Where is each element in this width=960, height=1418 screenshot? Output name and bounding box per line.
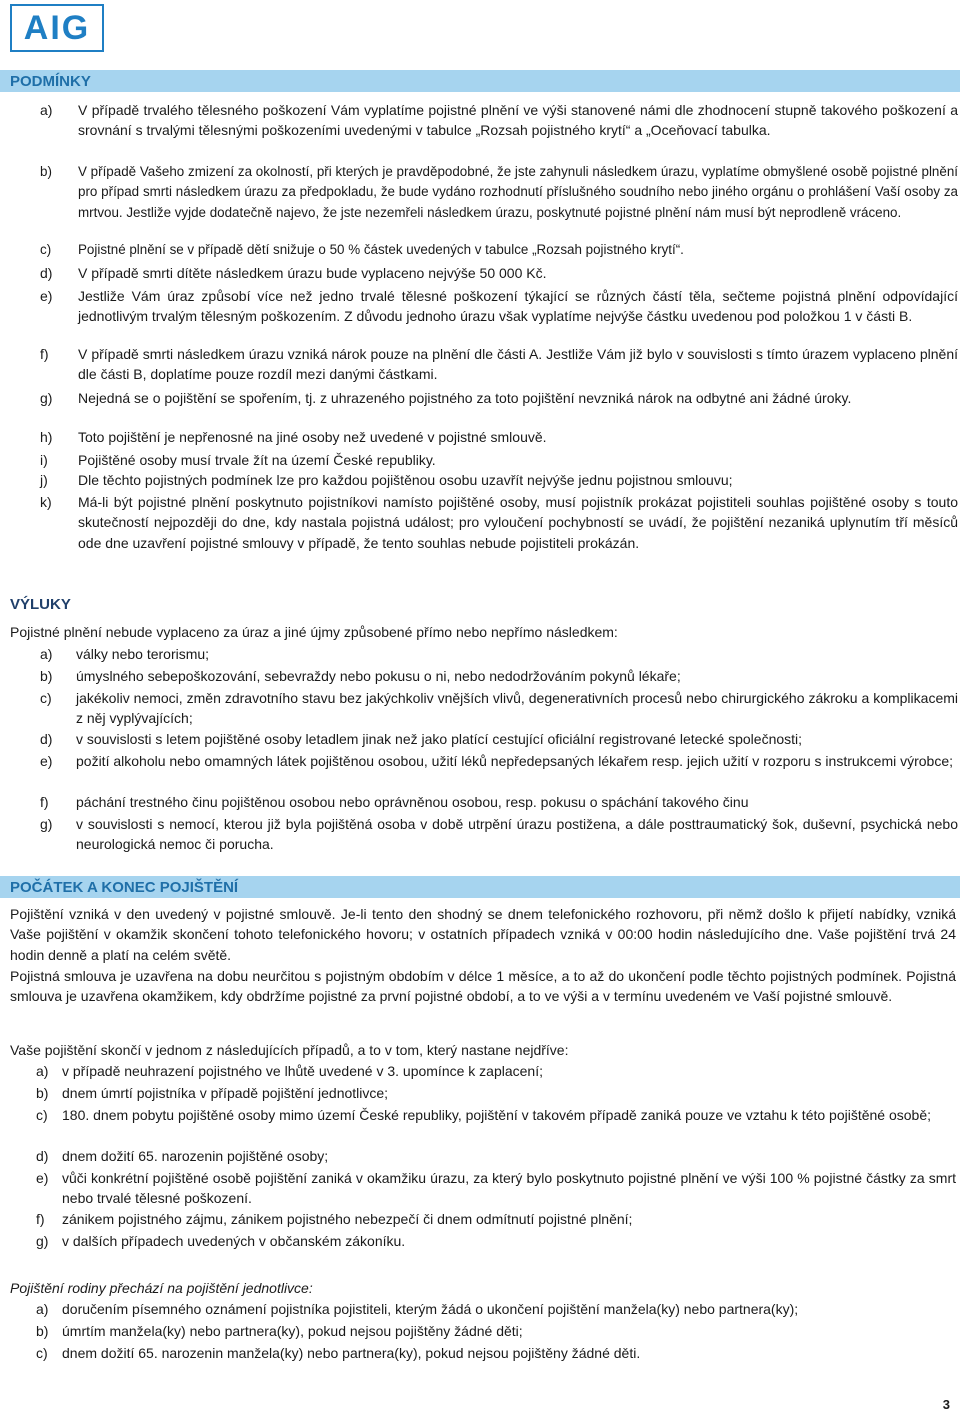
list-item [36, 1083, 956, 1103]
item-label: a) [40, 646, 53, 662]
item-text: války nebo terorismu; [76, 646, 210, 662]
list-item [40, 666, 958, 686]
item-text: dnem úmrtí pojistníka v případě pojištění jednotlivce; [62, 1085, 389, 1101]
list-item [40, 492, 958, 553]
item-label: c) [36, 1107, 48, 1123]
item-text: V případě trvalého tělesného poškození Vám vyplatíme pojistné plnění ve výši stanovené námi dle zhodnocení stupně takového poškození a srovnání s trvalými tělesnými poškozeními uvedenými v tabulce „Rozsah pojistného krytí“ a „Oceňovací tabulka. [78, 102, 958, 139]
item-text: Toto pojištění je nepřenosné na jiné osoby než uvedené v pojistné smlouvě. [78, 429, 547, 445]
list-item [40, 470, 958, 490]
item-text: 180. dnem pobytu pojištěné osoby mimo území České republiky, pojištění v takovém případě zaniká pouze ve vztahu k této pojištěné osobě; [62, 1107, 932, 1123]
item-label: c) [40, 242, 52, 257]
item-text: úmyslného sebepoškozování, sebevraždy nebo pokusu o ni, nebo nedodržováním pokynů lékaře; [76, 668, 681, 684]
item-label: i) [40, 452, 48, 468]
item-text: Má-li být pojistné plnění poskytnuto pojistníkovi namísto pojištěné osoby, musí pojistník prokázat pojistiteli souhlas pojištěné osoby s touto skutečností nejpozději do dne, kdy nastala pojistná událost; pro vyloučení pochybností se uvádí, že pojištění nezaniká uplynutím tří měsíců ode dne uzavření pojistné smlouvy v případě, že tento souhlas nebude pojistiteli prokázán. [78, 494, 958, 551]
konec-intro: Vaše pojištění skončí v jednom z následujících případů, a to v tom, který nastane nejdříve: [10, 1042, 569, 1058]
item-text: páchání trestného činu pojištěnou osobou nebo oprávněnou osobou, resp. pokusu o spáchání takového činu [76, 794, 749, 810]
list-item [40, 240, 958, 260]
list-item [40, 792, 958, 812]
list-item [36, 1105, 956, 1125]
list-item [40, 751, 958, 771]
item-label: g) [36, 1233, 49, 1249]
list-item [40, 388, 958, 408]
list-item [36, 1299, 956, 1319]
item-text: v souvislosti s nemocí, kterou již byla pojištěná osoba v době utrpění úrazu postižena, a dále posttraumatický šok, duševní, psychická nebo neurologická nemoc či porucha. [76, 816, 958, 853]
item-text: dnem dožití 65. narozenin manžela(ky) nebo partnera(ky), pokud nejsou pojištěny žádné děti. [62, 1345, 641, 1361]
list-item [36, 1231, 956, 1251]
item-label: f) [36, 1211, 45, 1227]
list-item [40, 100, 958, 141]
item-text: doručením písemného oznámení pojistníka pojistiteli, kterým žádá o ukončení pojištění manžela(ky) nebo partnera(ky); [62, 1301, 799, 1317]
list-item [40, 263, 958, 283]
section-heading-pocatek: POČÁTEK A KONEC POJIŠTĚNÍ [0, 876, 960, 898]
page-number: 3 [942, 1397, 950, 1412]
item-label: e) [36, 1170, 49, 1186]
list-item [36, 1168, 956, 1209]
item-text: Dle těchto pojistných podmínek lze pro každou pojištěnou osobu uzavřít nejvýše jednu pojistnou smlouvu; [78, 472, 733, 488]
section-heading-vyluky: VÝLUKY [10, 596, 71, 613]
item-text: V případě Vašeho zmizení za okolností, při kterých je pravděpodobné, že jste zahynuli následkem úrazu, vyplatíme obmyšlené osobě pojistné plnění pro případ smrti následkem úrazu za předpokladu, že bude vydáno rozhodnutí příslušného soudního nebo jiného orgánu o prohlášení Vaší osoby za mrtvou. Jestliže vyjde dodatečně najevo, že jste nezemřeli následkem úrazu, poskytnuté pojistné plnění nám musí být neprodleně vráceno. [78, 164, 958, 220]
item-text: požití alkoholu nebo omamných látek pojištěnou osobou, užití léků nepředepsaných lékařem resp. jejich užití v rozporu s instrukcemi výrobce; [76, 753, 954, 769]
item-label: g) [40, 390, 53, 406]
item-label: b) [40, 164, 52, 179]
pocatek-paragraph-1: Pojištění vzniká v den uvedený v pojistné smlouvě. Je-li tento den shodný se dnem telefonického rozhovoru, při němž došlo k přijetí nabídky, vzniká Vaše pojištění v okamžik skončení tohoto telefonického hovoru; v ostatních případech vzniká v 00:00 hodin následujícího dne. Vaše pojištění trvá 24 hodin denně a platí na celém světě. [10, 906, 956, 963]
list-item [36, 1209, 956, 1229]
vyluky-intro: Pojistné plnění nebude vyplaceno za úraz a jiné újmy způsobené přímo nebo nepřímo následkem: [10, 624, 618, 640]
item-label: c) [36, 1345, 48, 1361]
list-item [40, 450, 958, 470]
item-text: V případě smrti následkem úrazu vzniká nárok pouze na plnění dle části A. Jestliže Vám již bylo v souvislosti s tímto úrazem vyplaceno plnění dle části B, doplatíme pouze rozdíl mezi danými částkami. [78, 346, 958, 383]
list-item [36, 1321, 956, 1341]
item-text: v případě neuhrazení pojistného ve lhůtě uvedené v 3. upomínce k zaplacení; [62, 1063, 543, 1079]
item-text: vůči konkrétní pojištěné osobě pojištění zaniká v okamžiku úrazu, za který bylo poskytnuto pojistné plnění ve výši 100 % pojistné částky za smrt nebo trvalé tělesné poškození. [62, 1170, 956, 1207]
list-item [36, 1146, 956, 1166]
item-text: jakékoliv nemoci, změn zdravotního stavu bez jakýchkoliv vnějších vlivů, degenerativních procesů nebo chirurgického zákroku a komplikacemi z něj vyplývajících; [76, 690, 958, 727]
list-item [40, 344, 958, 385]
aig-logo [10, 4, 104, 52]
item-label: a) [36, 1063, 49, 1079]
item-text: zánikem pojistného zájmu, zánikem pojistného nebezpečí či dnem odmítnutí pojistné plnění; [62, 1211, 633, 1227]
item-label: f) [40, 346, 49, 362]
item-text: V případě smrti dítěte následkem úrazu bude vyplaceno nejvýše 50 000 Kč. [78, 265, 547, 281]
item-label: b) [40, 668, 53, 684]
item-label: e) [40, 753, 53, 769]
list-item [40, 688, 958, 729]
item-label: a) [40, 102, 53, 118]
list-item [40, 162, 958, 223]
item-label: d) [40, 731, 53, 747]
section-heading-podminky: PODMÍNKY [0, 70, 960, 92]
item-text: dnem dožití 65. narozenin pojištěné osoby; [62, 1148, 329, 1164]
item-label: d) [40, 265, 53, 281]
item-label: b) [36, 1085, 49, 1101]
list-item [36, 1061, 956, 1081]
list-item [40, 814, 958, 855]
item-text: Pojištěné osoby musí trvale žít na území České republiky. [78, 452, 436, 468]
item-label: e) [40, 288, 53, 304]
item-label: h) [40, 429, 53, 445]
list-item [40, 427, 958, 447]
item-label: g) [40, 816, 53, 832]
list-item [40, 286, 958, 327]
list-item [36, 1343, 956, 1363]
item-text: úmrtím manžela(ky) nebo partnera(ky), pokud nejsou pojištěny žádné děti; [62, 1323, 523, 1339]
list-item [40, 644, 958, 664]
item-label: d) [36, 1148, 49, 1164]
item-text: Pojistné plnění se v případě dětí snižuje o 50 % částek uvedených v tabulce „Rozsah pojistného krytí“. [78, 242, 684, 257]
pocatek-paragraph-2: Pojistná smlouva je uzavřena na dobu neurčitou s pojistným obdobím v délce 1 měsíce, a to až do ukončení podle těchto pojistných podmínek. Pojistná smlouva je uzavřena okamžikem, kdy obdržíme pojistné za první pojistné období, a to ve výši a v termínu uvedeném ve Vaší pojistné smlouvě. [10, 968, 956, 1005]
rodina-intro: Pojištění rodiny přechází na pojištění jednotlivce: [10, 1280, 313, 1296]
item-text: v dalších případech uvedených v občanském zákoníku. [62, 1233, 406, 1249]
item-label: k) [40, 494, 52, 510]
item-label: b) [36, 1323, 49, 1339]
item-text: Jestliže Vám úraz způsobí více než jedno trvalé tělesné poškození týkající se různých částí těla, sečteme pojistná plnění odpovídající jednotlivým trvalým tělesným poškozením. Z důvodu jednoho úrazu však vyplatíme nejvýše částku uvedenou pod položkou 1 v části B. [78, 288, 958, 325]
list-item [40, 729, 958, 749]
item-text: v souvislosti s letem pojištěné osoby letadlem jinak než jako platící cestující oficiální registrované letecké společnosti; [76, 731, 803, 747]
logo-text: AIG [23, 8, 91, 47]
item-label: f) [40, 794, 49, 810]
item-label: a) [36, 1301, 49, 1317]
item-label: j) [40, 472, 48, 488]
item-label: c) [40, 690, 52, 706]
item-text: Nejedná se o pojištění se spořením, tj. z uhrazeného pojistného za toto pojištění nevzniká nárok na odbytné ani žádné úroky. [78, 390, 852, 406]
